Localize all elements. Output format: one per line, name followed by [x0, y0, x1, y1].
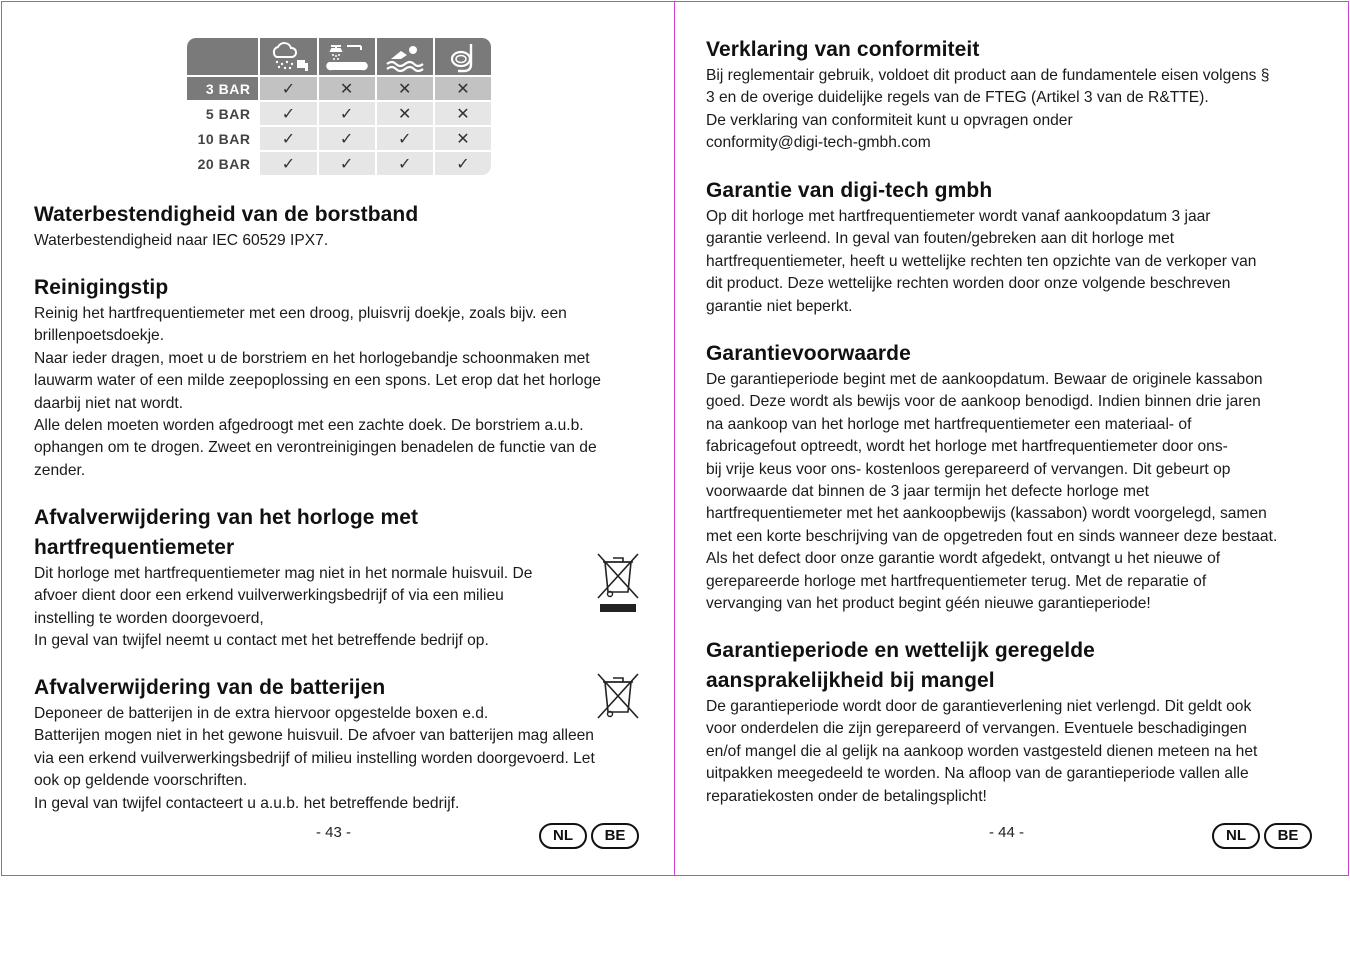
country-badge-nl: NL — [539, 823, 587, 849]
section-text: Waterbestendigheid naar IEC 60529 IPX7. — [34, 232, 329, 249]
section-text: na aankoop van het horloge met hartfrequentiemeter een materiaal- of — [706, 415, 1192, 433]
section-text: In geval van twijfel neemt u contact met het betreffende bedrijf op. — [34, 632, 489, 650]
check-mark: ✓ — [260, 127, 316, 150]
snorkel-icon — [435, 38, 491, 75]
check-mark: ✓ — [377, 127, 433, 150]
section-text: ophangen om te drogen. Zweet en verontreinigingen benadelen de functie van de — [34, 439, 597, 457]
section-heading: Afvalverwijdering van de batterijen — [34, 676, 386, 699]
section-cleaning-tip — [34, 273, 654, 482]
section-text: brillenpoetsdoekje. — [34, 327, 165, 345]
section-text: lauwarm water of een milde zeepoplossing en een spons. Let erop dat het horloge — [34, 372, 601, 390]
section-heading: Garantievoorwaarde — [706, 342, 911, 365]
section-heading: aansprakelijkheid bij mangel — [706, 669, 995, 692]
table-row — [187, 152, 491, 175]
check-mark: ✓ — [319, 102, 375, 125]
section-text: hartfrequentiemeter, heeft u wettelijke rechten ten opzichte van de verkoper van — [706, 252, 1257, 270]
check-mark: ✓ — [319, 152, 375, 175]
section-guarantee — [706, 176, 1331, 318]
page-43 — [1, 1, 675, 876]
section-text: voorwaarde dat binnen de 3 jaar termijn het defecte horloge met — [706, 483, 1149, 501]
section-guarantee-conditions — [706, 339, 1336, 615]
page-number: - 44 - — [989, 824, 1025, 841]
section-text: Batterijen mogen niet in het gewone huisvuil. De afvoer van batterijen mag alleen — [34, 727, 594, 745]
table-header-row — [187, 38, 491, 75]
section-text: gerepareerde horloge met hartfrequentiemeter terug. Met de reparatie of — [706, 572, 1207, 590]
section-guarantee-period-liability — [706, 636, 1331, 808]
cross-mark: ✕ — [377, 77, 433, 100]
table-row — [187, 77, 491, 100]
section-text: garantie niet beperkt. — [706, 297, 853, 315]
section-text: Als het defect door onze garantie wordt afgedekt, ontvangt u het nieuwe of — [706, 550, 1221, 568]
section-text: Deponeer de batterijen in de extra hiervoor opgestelde boxen e.d. — [34, 705, 489, 722]
pressure-label: 3 BAR — [187, 77, 258, 100]
page-44 — [675, 1, 1349, 876]
rain-icon — [260, 38, 316, 75]
section-text: ook op geldende voorschriften. — [34, 772, 248, 790]
section-text: via een erkend vuilverwerkingsbedrijf of milieu instelling worden doorgevoerd. Let — [34, 749, 595, 767]
section-chestband-water-resistance — [34, 200, 654, 252]
check-mark: ✓ — [319, 127, 375, 150]
pressure-label: 5 BAR — [187, 102, 258, 125]
section-text: goed. Deze wordt als bewijs voor de aankoop benodigd. Indien binnen drie jaren — [706, 393, 1261, 411]
pressure-label: 10 BAR — [187, 127, 258, 150]
section-text: afvoer dient door een erkend vuilverwerkingsbedrijf of via een milieu — [34, 587, 504, 605]
section-text: Reinig het hartfrequentiemeter met een droog, pluisvrij doekje, zoals bijv. een — [34, 305, 567, 322]
section-text: met een korte beschrijving van de opgetreden fout en sinds wanneer deze bestaat. — [706, 527, 1278, 545]
table-row — [187, 102, 491, 125]
section-text: De garantieperiode wordt door de garantieverlening niet verlengd. Dit geldt ook — [706, 698, 1252, 715]
country-badge-be: BE — [591, 823, 639, 849]
swimming-icon — [377, 38, 433, 75]
check-mark: ✓ — [260, 77, 316, 100]
check-mark: ✓ — [435, 152, 491, 175]
section-text: fabricagefout optreedt, wordt het horloge met hartfrequentiemeter door ons- — [706, 438, 1228, 456]
cross-mark: ✕ — [435, 127, 491, 150]
check-mark: ✓ — [260, 152, 316, 175]
section-text: uitpakken meegedeeld te worden. Na afloop van de garantieperiode vallen alle — [706, 765, 1249, 783]
water-resistance-table — [185, 36, 493, 177]
section-text: zender. — [34, 461, 86, 479]
section-text: De garantieperiode begint met de aankoopdatum. Bewaar de originele kassabon — [706, 371, 1263, 388]
cross-mark: ✕ — [435, 102, 491, 125]
cross-mark: ✕ — [377, 102, 433, 125]
check-mark: ✓ — [260, 102, 316, 125]
section-text: Bij reglementair gebruik, voldoet dit product aan de fundamentele eisen volgens § — [706, 67, 1270, 84]
section-text: bij vrije keus voor ons- kostenloos gerepareerd of vervangen. Dit gebeurt op — [706, 460, 1231, 478]
cross-mark: ✕ — [435, 77, 491, 100]
cross-mark: ✕ — [319, 77, 375, 100]
section-declaration-of-conformity — [706, 35, 1331, 155]
section-text: Alle delen moeten worden afgedroogt met een zachte doek. De borstriem a.u.b. — [34, 417, 584, 435]
section-text: daarbij niet nat wordt. — [34, 394, 184, 412]
section-battery-disposal — [34, 673, 654, 815]
battery-bin-icon — [595, 670, 641, 720]
section-heading: Waterbestendigheid van de borstband — [34, 203, 419, 226]
section-text: vervanging van het product begint géén nieuwe garantieperiode! — [706, 595, 1151, 613]
page-number: - 43 - — [316, 824, 352, 841]
weee-bin-icon — [595, 550, 641, 614]
table-corner — [187, 38, 258, 75]
section-text: conformity@digi-tech-gmbh.com — [706, 134, 931, 152]
country-badge-nl: NL — [1212, 823, 1260, 849]
section-text: instelling te worden doorgevoerd, — [34, 609, 264, 627]
section-text: In geval van twijfel contacteert u a.u.b. het betreffende bedrijf. — [34, 794, 460, 812]
section-heading: Garantie van digi-tech gmbh — [706, 179, 993, 202]
section-text: Dit horloge met hartfrequentiemeter mag niet in het normale huisvuil. De — [34, 565, 533, 582]
section-watch-disposal — [34, 503, 594, 653]
section-heading: Verklaring van conformiteit — [706, 38, 980, 61]
section-text: garantie verleend. In geval van fouten/gebreken aan dit horloge met — [706, 230, 1175, 248]
pressure-label: 20 BAR — [187, 152, 258, 175]
section-text: hartfrequentiemeter met het aankoopbewijs (kassabon) wordt voorgelegd, samen — [706, 505, 1267, 523]
section-text: dit product. Deze wettelijke rechten worden door onze volgende beschreven — [706, 275, 1231, 293]
section-heading: hartfrequentiemeter — [34, 536, 235, 559]
section-heading: Reinigingstip — [34, 276, 169, 299]
section-text: Naar ieder dragen, moet u de borstriem en het horlogebandje schoonmaken met — [34, 349, 590, 367]
shower-icon — [319, 38, 375, 75]
section-text: en/of mangel die al gelijk na aankoop worden vastgesteld dienen meteen na het — [706, 742, 1258, 760]
section-text: 3 en de overige duidelijke regels van de FTEG (Artikel 3 van de R&TTE). — [706, 89, 1209, 107]
check-mark: ✓ — [377, 152, 433, 175]
section-text: De verklaring van conformiteit kunt u opvragen onder — [706, 111, 1073, 129]
section-text: Op dit horloge met hartfrequentiemeter wordt vanaf aankoopdatum 3 jaar — [706, 208, 1211, 225]
section-heading: Afvalverwijdering van het horloge met — [34, 506, 419, 529]
section-text: reparatiekosten onder de betalingsplicht! — [706, 787, 987, 805]
section-heading: Garantieperiode en wettelijk geregelde — [706, 639, 1095, 662]
country-badge-be: BE — [1264, 823, 1312, 849]
section-text: voor onderdelen die zijn gerepareerd of vervangen. Eventuele beschadigingen — [706, 720, 1247, 738]
table-row — [187, 127, 491, 150]
